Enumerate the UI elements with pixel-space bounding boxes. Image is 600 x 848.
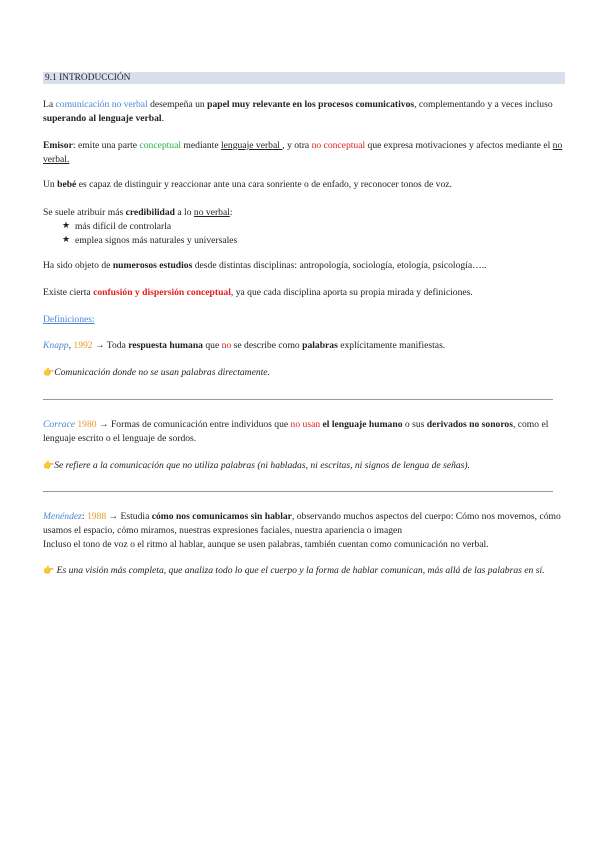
note-menendez [43,564,565,578]
text: desempeña un [147,99,208,110]
list-item [43,220,565,234]
definitions-title [43,313,565,327]
emphasis: el lenguaje humano [322,419,403,430]
pointing-hand-icon: 👉 [43,566,55,576]
list-item [43,234,565,248]
paragraph-intro [43,98,565,126]
definition-menendez-main [43,510,565,538]
pointing-hand-icon: 👉 [43,461,55,471]
bullet-list [43,220,565,248]
text: : [72,140,78,151]
definition-corrace [43,418,565,446]
text: , como el lenguaje escrito o el lenguaje de sordos. [43,419,549,444]
note-text: Comunicación donde no se usan palabras directamente. [54,367,270,378]
divider [43,491,553,492]
text: , [68,340,74,351]
emphasis: superando al lenguaje verbal [43,112,162,124]
text: , y otra [282,140,312,151]
note-text: Es una visión más completa, que analiza todo lo que el cuerpo y la forma de hablar comunican, más allá de las palabras en sí. [54,565,545,576]
term-bebe: bebé [57,179,77,190]
emphasis: palabras [302,340,338,351]
text: desde distintas disciplinas: antropología, sociología, etología, psicología….. [192,260,487,271]
term-no-verbal: no verbal. [43,140,563,165]
term-confusion: confusión y dispersión conceptual [93,287,231,298]
text: : [229,207,233,218]
text: o sus [402,419,427,430]
emphasis: cómo nos comunicamos sin hablar [151,511,292,522]
text: : [81,511,87,522]
list-item-text: emplea signos más naturales y universales [75,234,238,246]
author-knapp: Knapp [43,340,69,351]
text: , ya que cada disciplina aporta su propia mirada y definiciones. [230,287,473,298]
term-no-verbal: no verbal [193,207,230,218]
paragraph-confusion [43,286,565,300]
definition-knapp [43,339,565,353]
term-no: no [221,340,232,351]
author-corrace: Corrace [43,419,75,430]
term-no-conceptual: no conceptual [311,140,366,151]
text: que [202,340,222,351]
definitions-heading: Definiciones: [43,314,95,325]
term-lenguaje-verbal: lenguaje verbal [221,140,283,151]
divider [43,399,553,400]
credibilidad-line [43,206,565,220]
year-1992: 1992 [73,340,93,351]
text: explícitamente manifiestas. [337,340,446,351]
emphasis: papel muy relevante en los procesos comunicativos [207,99,415,110]
note-text: Se refiere a la comunicación que no utiliza palabras (ni habladas, ni escritas, ni signos de lengua de señas). [54,460,470,471]
paragraph-estudios [43,259,565,273]
term-conceptual: conceptual [139,140,182,151]
author-menendez: Menéndez [43,511,82,522]
text: es capaz de distinguir y reaccionar ante una cara sonriente o de enfado, y reconocer tonos de voz. [76,179,452,190]
section-heading: 9.1 INTRODUCCIÓN [43,72,565,84]
emphasis: respuesta humana [128,340,203,351]
paragraph-bebe [43,178,565,192]
text: → Toda [92,340,129,351]
paragraph-emisor [43,139,565,167]
text: . [161,112,165,124]
term-emisor: Emisor [43,140,73,151]
pointing-hand-icon: 👉 [43,368,55,378]
text: Ha sido objeto de [43,260,113,271]
term-comunicacion-no-verbal: comunicación no verbal [55,99,148,110]
term-credibilidad: credibilidad [125,207,175,218]
star-icon: ★ [62,234,71,245]
text: La [43,99,56,110]
paragraph-credibilidad [43,206,565,248]
text: a lo [175,207,194,218]
text: que expresa motivaciones y afectos mediante el [365,140,553,151]
text: → Estudia [106,511,152,522]
term-no-usan: no usan [290,419,321,430]
year-1988: 1988 [86,511,107,522]
emphasis: numerosos estudios [112,260,193,271]
definition-menendez [43,510,565,552]
text: mediante [181,140,221,151]
text: Existe cierta [43,287,94,298]
text: Se suele atribuir más [43,207,126,218]
text: emite una parte [77,140,140,151]
note-knapp [43,366,565,380]
text: , complementando y a veces incluso [414,99,553,110]
list-item-text: más difícil de controlarla [75,220,172,232]
text: Un [43,179,58,190]
year-1980: 1980 [74,419,97,430]
note-corrace [43,459,565,473]
text: , observando muchos aspectos del cuerpo: Cómo nos movemos, cómo usamos el espacio, cómo miramos, nuestras expresiones faciales, nuestra apariencia o imagen [43,511,561,536]
text: → Formas de comunicación entre individuos que [96,419,291,430]
star-icon: ★ [62,220,71,231]
text: se describe como [231,340,303,351]
definition-menendez-extra: Incluso el tono de voz o el ritmo al hablar, aunque se usen palabras, también cuentan como comunicación no verbal. [43,538,489,550]
emphasis: derivados no sonoros [426,419,513,430]
